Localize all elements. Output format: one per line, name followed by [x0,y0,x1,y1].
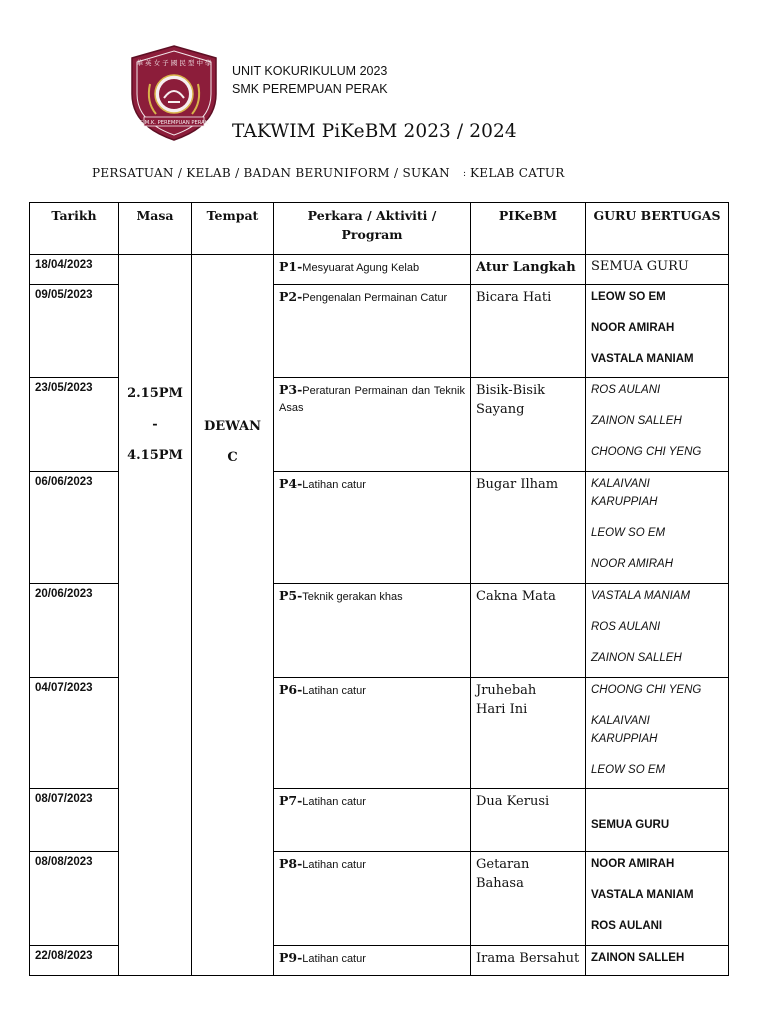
guru-name: VASTALA MANIAM [591,353,694,365]
row-activity [274,678,471,789]
activity-code: P2- [279,289,303,304]
takwim-table [29,202,729,976]
unit-line-1: UNIT KOKURIKULUM 2023 [232,64,388,78]
row-activity [274,789,471,852]
guru-name: SEMUA GURU [591,819,670,831]
guru-name: KALAIVANI KARUPPIAH [591,478,658,508]
activity-text: Latihan catur [302,796,366,808]
guru-name: ROS AULANI [591,384,661,396]
row-pikebm: Getaran Bahasa [471,852,586,946]
activity-code: P9- [279,950,303,965]
activity-code: P1- [279,259,303,274]
guru-name: NOOR AMIRAH [591,322,675,334]
header-masa: Masa [119,203,192,255]
header-tempat: Tempat [192,203,274,255]
row-pikebm: Bisik-Bisik Sayang [471,378,586,472]
activity-text: Teknik gerakan khas [302,591,403,603]
guru-name: ZAINON SALLEH [591,652,682,664]
masa-dash: - [152,417,158,432]
row-activity [274,472,471,584]
row-date: 23/05/2023 [30,378,119,472]
activity-text: Peraturan Permainan dan Teknik Asas [279,385,465,414]
row-guru [586,946,729,976]
activity-text: Latihan catur [302,953,366,965]
row-date: 06/06/2023 [30,472,119,584]
activity-text: Pengenalan Permainan Catur [302,292,448,304]
unit-line-2: SMK PEREMPUAN PERAK [232,82,388,96]
category-label: PERSATUAN / KELAB / BADAN BERUNIFORM / SUKAN [92,166,450,180]
tempat-line-2: C [227,450,238,465]
guru-name: NOOR AMIRAH [591,558,673,570]
guru-name: ZAINON SALLEH [591,415,682,427]
row-guru [586,255,729,285]
crest-top-text: 華 英 女 子 國 民 型 中 學 [136,59,212,67]
guru-name: LEOW SO EM [591,291,666,303]
guru-name: CHOONG CHI YENG [591,446,702,458]
category-value: KELAB CATUR [470,166,565,180]
header-tarikh: Tarikh [30,203,119,255]
activity-text: Latihan catur [302,859,366,871]
row-activity [274,946,471,976]
guru-name: VASTALA MANIAM [591,590,691,602]
row-guru [586,789,729,852]
row-pikebm: Bicara Hati [471,285,586,378]
row-guru [586,472,729,584]
page-title: TAKWIM PiKeBM 2023 / 2024 [232,121,517,142]
guru-name: NOOR AMIRAH [591,858,675,870]
activity-text: Latihan catur [302,479,366,491]
guru-name: SEMUA GURU [591,259,689,274]
row-date: 08/07/2023 [30,789,119,852]
tempat-cell [192,255,274,976]
activity-code: P5- [279,588,303,603]
header-perkara: Perkara / Aktiviti / Program [274,203,471,255]
header-guru: GURU BERTUGAS [586,203,729,255]
row-date: 22/08/2023 [30,946,119,976]
row-date: 04/07/2023 [30,678,119,789]
guru-name: VASTALA MANIAM [591,889,694,901]
table-header-row [30,203,729,255]
guru-name: CHOONG CHI YENG [591,684,702,696]
guru-name: ROS AULANI [591,621,661,633]
guru-name: ROS AULANI [591,920,663,932]
guru-name: KALAIVANI KARUPPIAH [591,715,658,745]
row-guru [586,852,729,946]
activity-code: P8- [279,856,303,871]
activity-code: P6- [279,682,303,697]
row-guru [586,678,729,789]
row-activity [274,378,471,472]
row-pikebm [471,678,586,789]
row-guru [586,378,729,472]
row-date: 20/06/2023 [30,584,119,678]
row-pikebm: Atur Langkah [471,255,586,285]
activity-code: P3- [279,382,303,397]
header-pikebm: PIKeBM [471,203,586,255]
activity-code: P4- [279,476,303,491]
row-date: 18/04/2023 [30,255,119,285]
guru-name: LEOW SO EM [591,527,666,539]
guru-name: LEOW SO EM [591,764,666,776]
row-pikebm: Cakna Mata [471,584,586,678]
tempat-line-1: DEWAN [204,419,261,434]
masa-cell [119,255,192,976]
row-guru [586,285,729,378]
activity-code: P7- [279,793,303,808]
row-activity [274,852,471,946]
crest-bottom-text: S.M.K. PEREMPUAN PERAK [139,120,209,126]
row-activity [274,285,471,378]
row-activity [274,584,471,678]
masa-end: 4.15PM [127,448,183,463]
unit-heading [232,62,388,98]
row-guru [586,584,729,678]
school-crest-icon [128,44,220,142]
row-pikebm: Irama Bersahut [471,946,586,976]
row-date: 09/05/2023 [30,285,119,378]
category-separator: : [463,169,467,179]
guru-name: ZAINON SALLEH [591,952,685,964]
activity-text: Latihan catur [302,685,366,697]
table-row [30,255,729,285]
row-date: 08/08/2023 [30,852,119,946]
pikebm-text: Jruhebah Hari Ini [476,683,537,717]
activity-text: Mesyuarat Agung Kelab [302,262,420,274]
masa-start: 2.15PM [127,386,183,401]
row-pikebm: Dua Kerusi [471,789,586,852]
row-pikebm: Bugar Ilham [471,472,586,584]
row-activity [274,255,471,285]
